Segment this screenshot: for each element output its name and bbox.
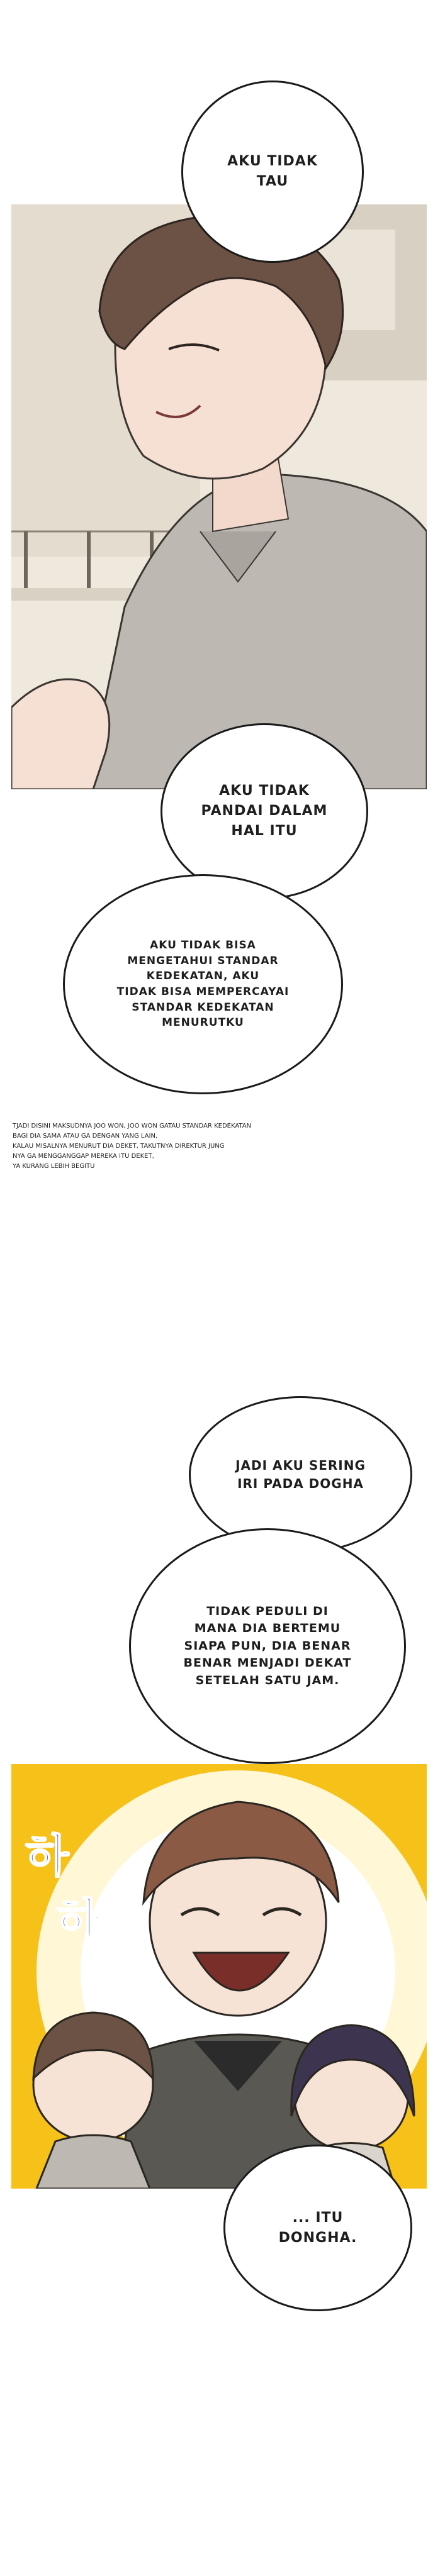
speech-bubble-1-text: AKU TIDAK TAU — [227, 153, 318, 189]
speech-bubble-3 — [63, 874, 343, 1094]
speech-bubble-2 — [161, 723, 368, 899]
speech-bubble-6 — [223, 2145, 412, 2311]
speech-bubble-4-text: JADI AKU SERING IRI PADA DOGHA — [235, 1458, 366, 1491]
panel-1-art — [11, 204, 427, 789]
speech-bubble-3-text: AKU TIDAK BISA MENGETAHUI STANDAR KEDEKATAN, AKU TIDAK BISA MEMPERCAYAI STANDAR KEDEKATAN MENURUTKU — [116, 939, 290, 1030]
speech-bubble-5-text: TIDAK PEDULI DI MANA DIA BERTEMU SIAPA PUN, DIA BENAR BENAR MENJADI DEKAT SETELAH SATU JAM. — [183, 1604, 352, 1687]
sfx-ha-2: 하 — [57, 1894, 101, 1946]
panel-1 — [11, 204, 427, 789]
speech-bubble-4 — [189, 1396, 412, 1553]
sfx-ha-1: 하 — [25, 1829, 69, 1882]
speech-bubble-5 — [129, 1528, 406, 1764]
speech-bubble-1 — [181, 80, 364, 263]
panel-2-art — [11, 1764, 427, 2189]
speech-bubble-6-text: ... ITU DONGHA. — [278, 2209, 358, 2246]
speech-bubble-2-text: AKU TIDAK PANDAI DALAM HAL ITU — [201, 783, 328, 839]
panel-2 — [11, 1764, 427, 2189]
translator-note: TJADI DISINI MAKSUDNYA JOO WON, JOO WON GATAU STANDAR KEDEKATAN BAGI DIA SAMA ATAU GA DENGAN YANG LAIN, KALAU MISALNYA MENURUT DIA DEKET, TAKUTNYA DIREKTUR JUNG NYA GA MENGGANGGAP MEREKA ITU DEKET, YA KURANG LEBIH BEGITU — [13, 1123, 252, 1170]
